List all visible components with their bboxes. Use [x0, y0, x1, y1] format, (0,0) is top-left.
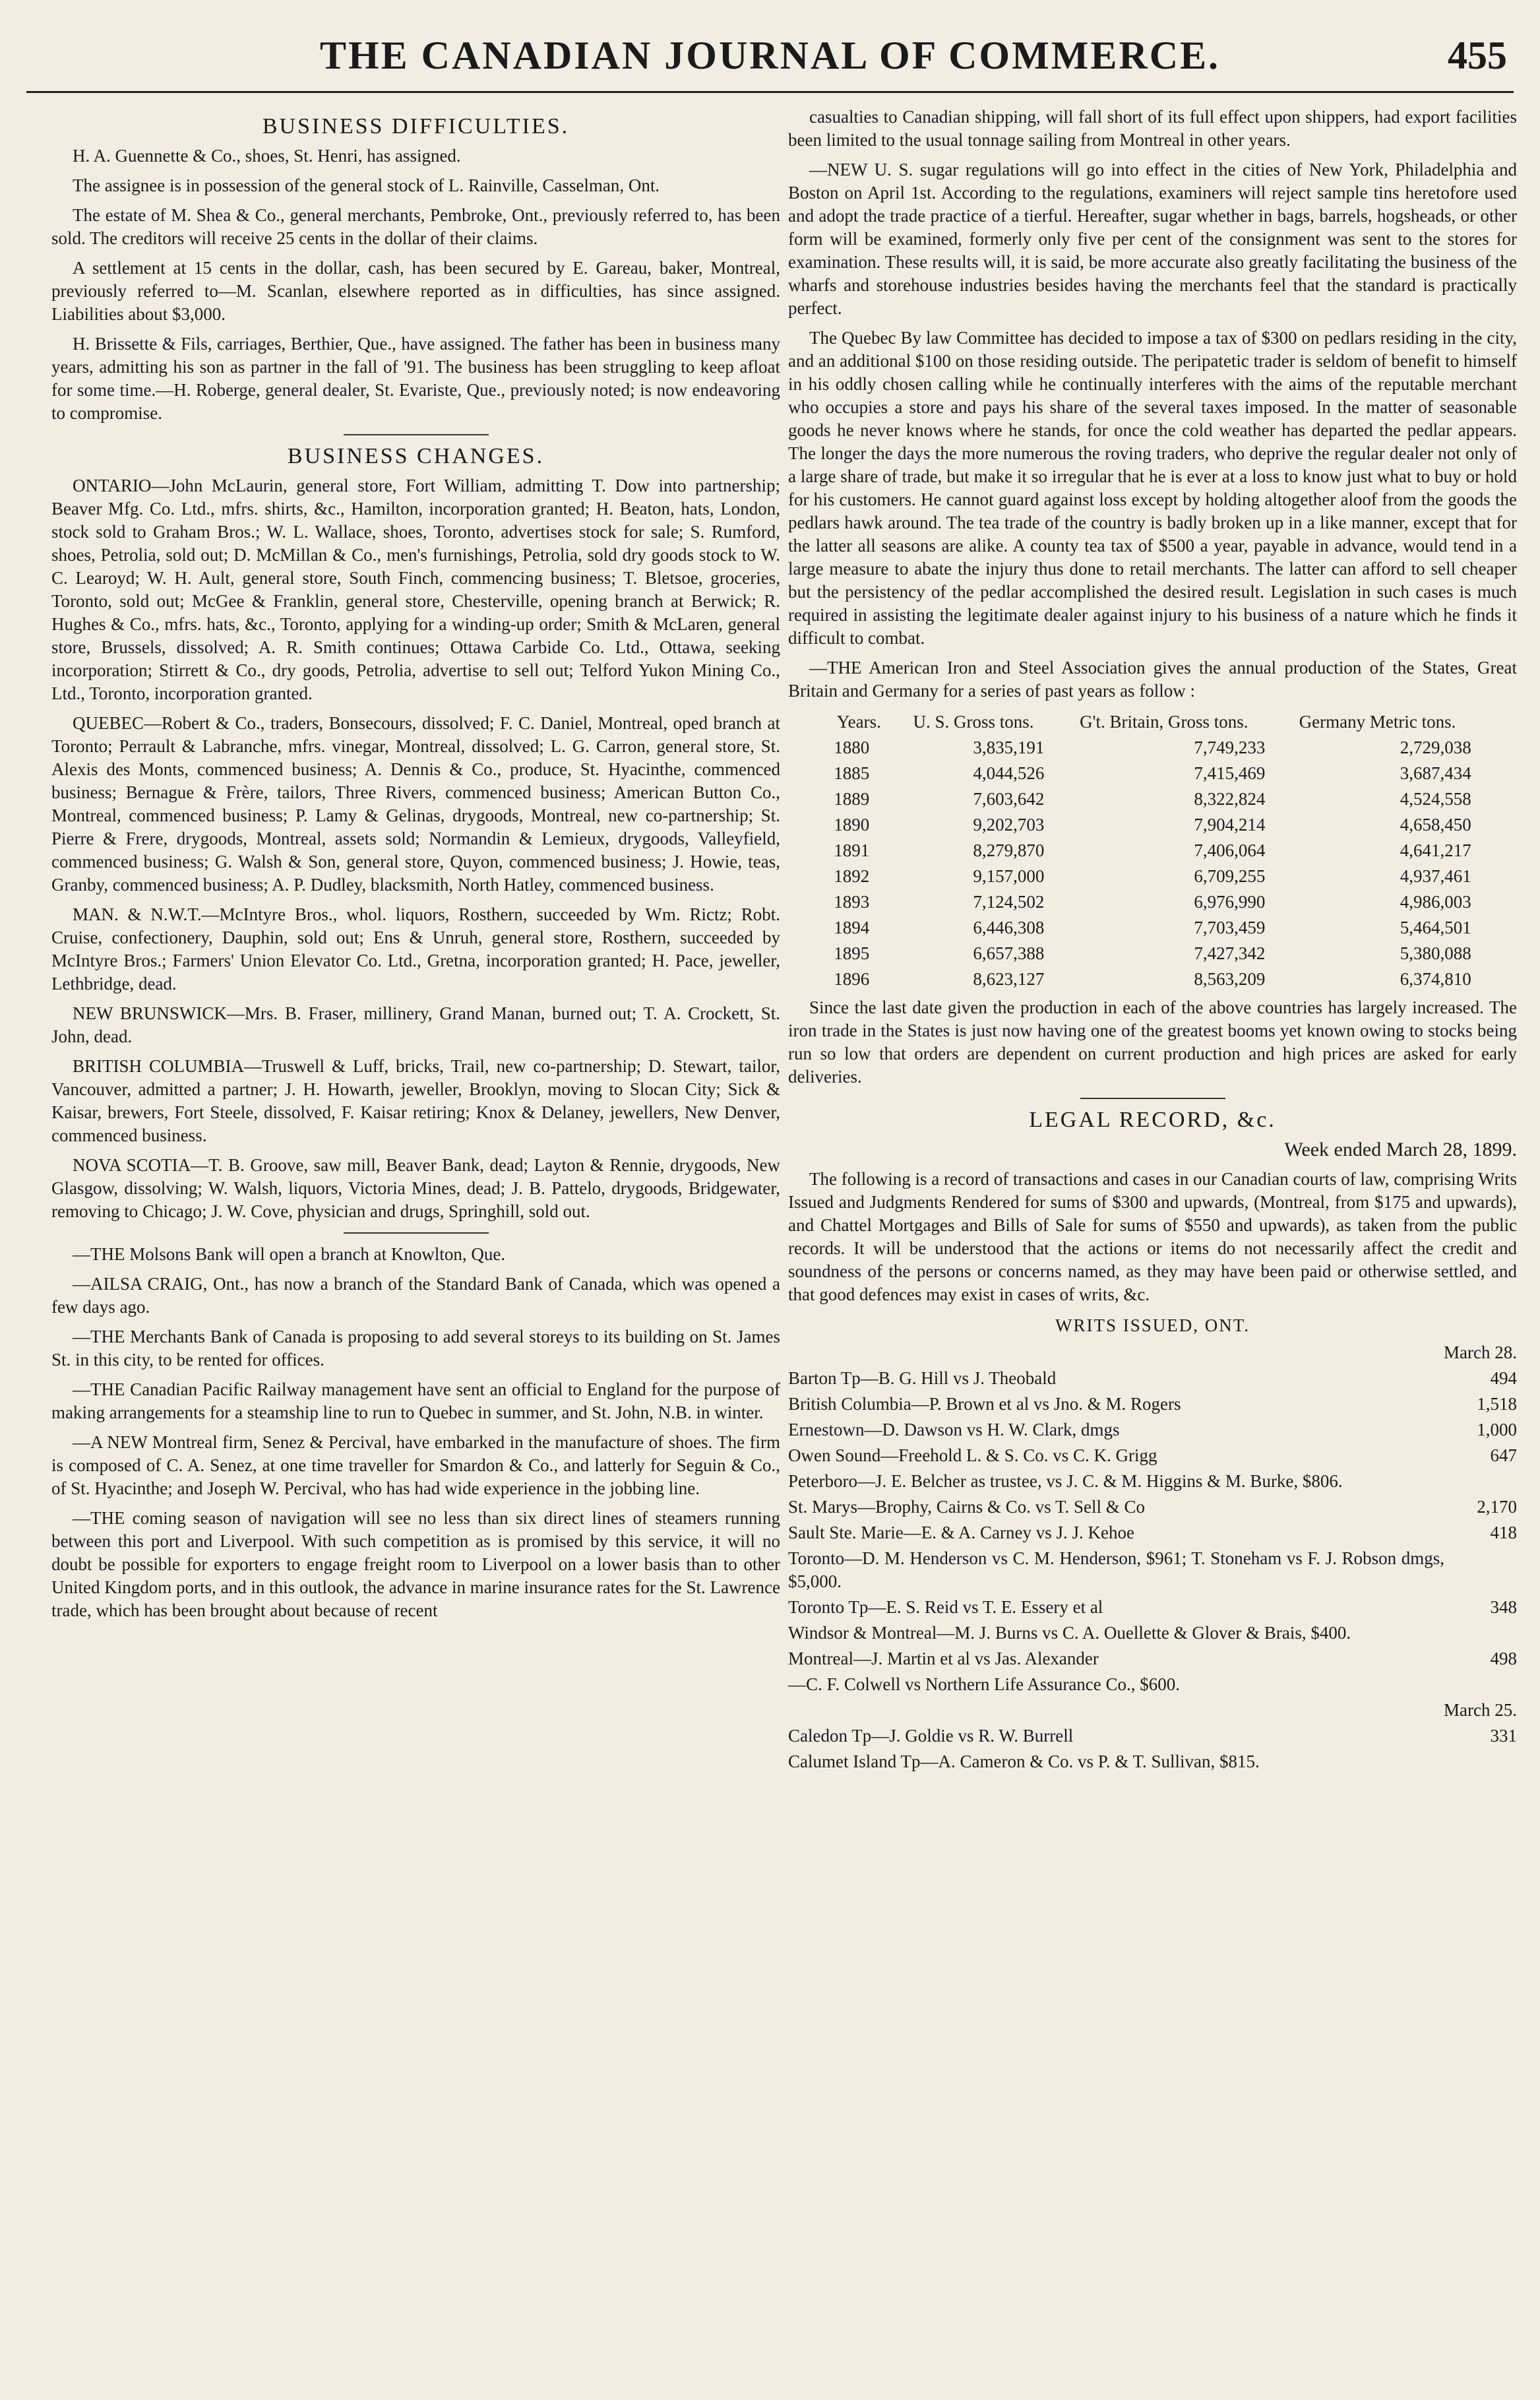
writ-text: Toronto—D. M. Henderson vs C. M. Henderson, $961; T. Stoneham vs F. J. Robson dmgs, $5,000.: [788, 1548, 1444, 1591]
writ-text: British Columbia—P. Brown et al vs Jno. & M. Rogers: [788, 1394, 1181, 1414]
table-cell: 4,524,558: [1400, 789, 1471, 809]
table-cell: 8,322,824: [1194, 789, 1266, 809]
journal-title: THE CANADIAN JOURNAL OF COMMERCE.: [319, 34, 1221, 77]
writ-amount: 498: [1490, 1649, 1517, 1668]
writ-entry: [788, 1470, 1517, 1493]
table-cell: 1890: [834, 815, 870, 835]
writ-entry: [788, 1444, 1517, 1467]
table-cell: 7,904,214: [1194, 815, 1266, 835]
table-cell: 5,464,501: [1400, 918, 1471, 937]
writ-entry: [788, 1724, 1517, 1748]
table-cell: 3,835,191: [973, 738, 1045, 757]
table-row: [824, 966, 1481, 992]
writ-entry: [788, 1673, 1517, 1696]
paragraph: QUEBEC—Robert & Co., traders, Bonsecours, dissolved; F. C. Daniel, Montreal, oped branch at Toronto; Perrault & Labranche, mfrs. vinegar, Montreal, dissolved; L. G. Carron, general store, St. Alexis des Monts, commenced business; A. Dennis & Co., produce, St. Hyacinthe, commenced business; Bernague & Frère, tailors, Three Rivers, commenced business; American Button Co., Montreal, commenced business; P. Lamy & Gelinas, drygoods, Montreal, new co-partnership; St. Pierre & Frere, drygoods, Montreal, assets sold; Normandin & Lemieux, drygoods, Valleyfield, commenced business; G. Walsh & Son, general store, Quyon, commenced business; J. Howie, teas, Granby, commenced business; A. P. Dudley, blacksmith, North Hatley, commenced business.: [51, 713, 780, 895]
table-cell: 4,937,461: [1400, 866, 1471, 886]
paragraph: The following is a record of transactions and cases in our Canadian courts of law, comprising Writs Issued and Judgments Rendered for sums of $300 and upwards, (Montreal, from $175 and upwards), and Chattel Mortgages and Bills of Sale for sums of $550 and upwards), as taken from the public records. It will be understood that the actions or items do not necessarily affect the credit and soundness of the persons or concerns named, as they may have been paid or otherwise settled, and that good defences may exist in cases of writs, &c.: [788, 1169, 1517, 1304]
writ-entry: [788, 1393, 1517, 1416]
table-cell: 1896: [834, 969, 870, 989]
table-cell: 2,729,038: [1400, 738, 1471, 757]
table-cell: 3,687,434: [1400, 763, 1471, 783]
paragraph: NEW BRUNSWICK—Mrs. B. Fraser, millinery, Grand Manan, burned out; T. A. Crockett, St. John, dead.: [51, 1003, 780, 1046]
writ-entry: [788, 1418, 1517, 1441]
column-header: Germany Metric tons.: [1299, 712, 1456, 732]
table-cell: 5,380,088: [1400, 943, 1471, 963]
table-cell: 6,709,255: [1194, 866, 1266, 886]
writ-text: Montreal—J. Martin et al vs Jas. Alexander: [788, 1649, 1099, 1668]
divider: [344, 1232, 489, 1234]
news-item: —A NEW Montreal firm, Senez & Percival, have embarked in the manufacture of shoes. The firm is composed of C. A. Senez, at one time traveller for Smardon & Co., and latterly for Seguin & Co., of St. Hyacinthe; and Joseph W. Percival, who has had wide experience in the jobbing line.: [51, 1432, 780, 1498]
table-cell: 1891: [834, 840, 870, 860]
table-cell: 1880: [834, 738, 870, 757]
table-cell: 6,657,388: [973, 943, 1045, 963]
writ-amount: 1,000: [1477, 1420, 1517, 1439]
writ-amount: 348: [1490, 1597, 1517, 1617]
news-item: —THE Merchants Bank of Canada is proposing to add several storeys to its building on St. James St. in this city, to be rented for offices.: [51, 1327, 780, 1370]
paragraph: The estate of M. Shea & Co., general merchants, Pembroke, Ont., previously referred to, has been sold. The creditors will receive 25 cents in the dollar of their claims.: [51, 205, 780, 248]
paragraph: —THE American Iron and Steel Association gives the annual production of the States, Great Britain and Germany for a series of past years as follow :: [788, 658, 1517, 701]
paragraph: The assignee is in possession of the general stock of L. Rainville, Casselman, Ont.: [73, 175, 660, 195]
right-column: [788, 106, 1517, 1776]
page-header: [26, 18, 1514, 93]
table-row: [824, 761, 1481, 786]
writ-entry: [788, 1547, 1517, 1593]
writ-text: Ernestown—D. Dawson vs H. W. Clark, dmgs: [788, 1420, 1120, 1439]
paragraph: MAN. & N.W.T.—McIntyre Bros., whol. liquors, Rosthern, succeeded by Wm. Rictz; Robt. Cruise, confectionery, Dauphin, sold out; Ens & Unruh, general store, Rosthern, succeeded by McIntyre Bros.; Farmers' Union Elevator Co. Ltd., Gretna, incorporation granted; H. Pace, jeweller, Lethbridge, dead.: [51, 904, 780, 994]
table-cell: 7,124,502: [973, 892, 1045, 912]
business-changes-heading: BUSINESS CHANGES.: [287, 444, 545, 468]
writ-text: Windsor & Montreal—M. J. Burns vs C. A. Ouellette & Glover & Brais, $400.: [788, 1623, 1351, 1643]
paragraph: —NEW U. S. sugar regulations will go into effect in the cities of New York, Philadelphia and Boston on April 1st. According to the regulations, examiners will reject sample tins heretofore used and adopt the trade practice of a tierful. Hereafter, sugar whether in bags, barrels, hogsheads, or other form will be examined, formerly only five per cent of the consignment was sent to the stores for examination. These results will, it is said, be more accurate also greatly facilitating the business of the wharfs and storehouse industries besides having the merchants feel that the standard is practically perfect.: [788, 160, 1517, 318]
table-row: [824, 838, 1481, 864]
table-cell: 7,703,459: [1194, 918, 1266, 937]
paragraph: H. Brissette & Fils, carriages, Berthier, Que., have assigned. The father has been in business many years, admitting his son as partner in the fall of '91. The business has been struggling to keep afloat for some time.—H. Roberge, general dealer, St. Evariste, Que., previously noted; is now endeavoring to compromise.: [51, 334, 780, 423]
table-cell: 4,641,217: [1400, 840, 1471, 860]
left-column: [51, 106, 780, 1629]
entry-date: March 25.: [1444, 1700, 1517, 1720]
writ-text: Calumet Island Tp—A. Cameron & Co. vs P. & T. Sullivan, $815.: [788, 1752, 1260, 1771]
writ-text: St. Marys—Brophy, Cairns & Co. vs T. Sell & Co: [788, 1497, 1146, 1517]
table-cell: 7,603,642: [973, 789, 1045, 809]
column-header: Years.: [836, 712, 881, 732]
table-cell: 6,446,308: [973, 918, 1045, 937]
table-cell: 8,279,870: [973, 840, 1045, 860]
writs-issued-heading: WRITS ISSUED, ONT.: [1055, 1315, 1250, 1335]
writ-amount: 418: [1490, 1523, 1517, 1542]
table-header-row: [824, 709, 1481, 735]
writ-amount: 2,170: [1477, 1497, 1517, 1517]
writ-entry: [788, 1596, 1517, 1619]
divider: [1080, 1098, 1225, 1099]
writ-text: Owen Sound—Freehold L. & S. Co. vs C. K. Grigg: [788, 1445, 1157, 1465]
table-row: [824, 864, 1481, 889]
table-row: [824, 915, 1481, 941]
table-cell: 7,415,469: [1194, 763, 1266, 783]
news-item: —THE Canadian Pacific Railway management have sent an official to England for the purpose of making arrangements for a steamship line to run to Quebec in summer, and St. John, N.B. in winter.: [51, 1379, 780, 1422]
business-difficulties-heading: BUSINESS DIFFICULTIES.: [262, 114, 570, 139]
paragraph: NOVA SCOTIA—T. B. Groove, saw mill, Beaver Bank, dead; Layton & Rennie, drygoods, New Glasgow, dissolving; W. Walsh, liquors, Victoria Mines, dead; J. B. Pattelo, drygoods, Bridgewater, removing to Chicago; J. W. Cove, physician and drugs, Springhill, sold out.: [51, 1155, 780, 1221]
news-item: —THE coming season of navigation will see no less than six direct lines of steamers running between this port and Liverpool. With such competition as is promised by this service, it will no doubt be possible for exporters to engage freight room to Liverpool on a lower basis than to other United Kingdom ports, and in this outlook, the advance in marine insurance rates for the St. Lawrence trade, which has been brought about because of recent: [51, 1508, 780, 1620]
writ-amount: 494: [1490, 1368, 1517, 1388]
writ-entry: [788, 1521, 1517, 1544]
news-item: —AILSA CRAIG, Ont., has now a branch of the Standard Bank of Canada, which was opened a few days ago.: [51, 1274, 780, 1317]
paragraph: The Quebec By law Committee has decided to impose a tax of $300 on pedlars residing in the city, and an additional $100 on those residing outside. The peripatetic trader is seldom of benefit to himself in his oddly chosen calling while he continually interferes with the aims of the reputable merchant who occupies a store and pays his share of the several taxes imposed. In the matter of seasonable goods he never knows where he stands, for once the cold weather has departed the pedlar appears. The longer the days the more numerous the roving traders, who deprive the regular dealer not only of a large share of trade, but make it so irregular that he is ever at a loss to know just what to buy or hold for his customers. He cannot guard against loss except by holding altogether aloof from the goods the pedlars hawk around. The tea trade of the country is badly broken up in a like manner, except that for the latter all seasons are alike. A county tea tax of $500 a year, payable in advance, would tend in a large measure to abate the injury thus done to retail merchants. The latter can afford to sell cheaper but the persistency of the pedlar accomplished the desired result. Legislation in such cases is much required in assisting the legitimate dealer against injury to his business of a nature which he finds it difficult to combat.: [788, 328, 1517, 648]
writ-text: —C. F. Colwell vs Northern Life Assurance Co., $600.: [788, 1674, 1181, 1694]
week-date: Week ended March 28, 1899.: [1284, 1139, 1517, 1160]
column-header: G't. Britain, Gross tons.: [1080, 712, 1248, 732]
table-cell: 7,427,342: [1194, 943, 1266, 963]
divider: [344, 434, 489, 435]
column-header: U. S. Gross tons.: [913, 712, 1034, 732]
table-cell: 1892: [834, 866, 870, 886]
table-cell: 6,976,990: [1194, 892, 1266, 912]
legal-record-heading: LEGAL RECORD, &c.: [1029, 1108, 1276, 1132]
table-row: [824, 889, 1481, 915]
table-cell: 6,374,810: [1400, 969, 1471, 989]
table-cell: 7,406,064: [1194, 840, 1266, 860]
table-cell: 4,658,450: [1400, 815, 1471, 835]
writ-text: Caledon Tp—J. Goldie vs R. W. Burrell: [788, 1726, 1074, 1746]
writ-entry: [788, 1647, 1517, 1670]
page-number: 455: [1448, 34, 1507, 77]
table-row: [824, 786, 1481, 812]
writ-entry: [788, 1367, 1517, 1390]
table-cell: 8,623,127: [973, 969, 1045, 989]
writ-text: Sault Ste. Marie—E. & A. Carney vs J. J. Kehoe: [788, 1523, 1134, 1542]
table-cell: 4,986,003: [1400, 892, 1471, 912]
paragraph: A settlement at 15 cents in the dollar, cash, has been secured by E. Gareau, baker, Montreal, previously referred to—M. Scanlan, elsewhere reported as in difficulties, has since assigned. Liabilities about $3,000.: [51, 258, 780, 324]
table-cell: 9,157,000: [973, 866, 1045, 886]
writ-text: Toronto Tp—E. S. Reid vs T. E. Essery et al: [788, 1597, 1103, 1617]
writ-amount: 331: [1490, 1726, 1517, 1746]
paragraph: BRITISH COLUMBIA—Truswell & Luff, bricks, Trail, new co-partnership; D. Stewart, tailor, Vancouver, admitted a partner; J. H. Howarth, jeweller, Brooklyn, moving to Slocan City; Sick & Kaisar, brewers, Fort Steele, dissolved, F. Kaisar retiring; Knox & Delaney, jewellers, New Denver, commenced business.: [51, 1056, 780, 1145]
table-cell: 1894: [834, 918, 870, 937]
entry-date: March 28.: [1444, 1342, 1517, 1362]
table-row: [824, 735, 1481, 761]
writ-amount: 1,518: [1477, 1394, 1517, 1414]
paragraph: Since the last date given the production in each of the above countries has largely increased. The iron trade in the States is just now having one of the greatest booms yet known owing to stocks being run so low that orders are dependent on current production and high prices are asked for early deliveries.: [788, 997, 1517, 1087]
iron-production-table: [824, 709, 1481, 992]
paragraph: ONTARIO—John McLaurin, general store, Fort William, admitting T. Dow into partnership; Beaver Mfg. Co. Ltd., mfrs. shirts, &c., Hamilton, incorporation granted; H. Beaton, hats, London, stock sold to Graham Bros.; W. L. Wallace, shoes, Toronto, advertises stock for sale; S. Rumford, shoes, Petrolia, sold out; D. McMillan & Co., men's furnishings, Petrolia, sold dry goods stock to W. C. Learoyd; W. H. Ault, general store, South Finch, commencing business; T. Bletsoe, groceries, Toronto, sold out; McGee & Franklin, general store, Chesterville, opening branch at Berwick; R. Hughes & Co., mfrs. hats, &c., Toronto, applying for a winding-up order; Smith & McLaren, general store, Brussels, dissolved; A. R. Smith continues; Ottawa Carbide Co. Ltd., Ottawa, seeking incorporation; Stirrett & Co., dry goods, Petrolia, advertise to sell out; Telford Yukon Mining Co., Ltd., Toronto, incorporation granted.: [51, 476, 780, 703]
paragraph: H. A. Guennette & Co., shoes, St. Henri, has assigned.: [73, 146, 461, 166]
table-cell: 1895: [834, 943, 870, 963]
table-cell: 4,044,526: [973, 763, 1045, 783]
writ-text: Peterboro—J. E. Belcher as trustee, vs J. C. & M. Higgins & M. Burke, $806.: [788, 1471, 1343, 1491]
table-row: [824, 941, 1481, 966]
news-item: —THE Molsons Bank will open a branch at Knowlton, Que.: [73, 1244, 506, 1264]
writ-amount: 647: [1490, 1445, 1517, 1465]
table-cell: 1889: [834, 789, 870, 809]
table-cell: 1893: [834, 892, 870, 912]
writ-entry: [788, 1496, 1517, 1519]
table-cell: 8,563,209: [1194, 969, 1266, 989]
table-cell: 9,202,703: [973, 815, 1045, 835]
table-row: [824, 812, 1481, 838]
table-cell: 1885: [834, 763, 870, 783]
paragraph: casualties to Canadian shipping, will fall short of its full effect upon shippers, had export facilities been limited to the usual tonnage sailing from Montreal in other years.: [788, 107, 1517, 150]
writ-text: Barton Tp—B. G. Hill vs J. Theobald: [788, 1368, 1057, 1388]
table-cell: 7,749,233: [1194, 738, 1266, 757]
writ-entry: [788, 1622, 1517, 1645]
writ-entry: [788, 1750, 1517, 1773]
